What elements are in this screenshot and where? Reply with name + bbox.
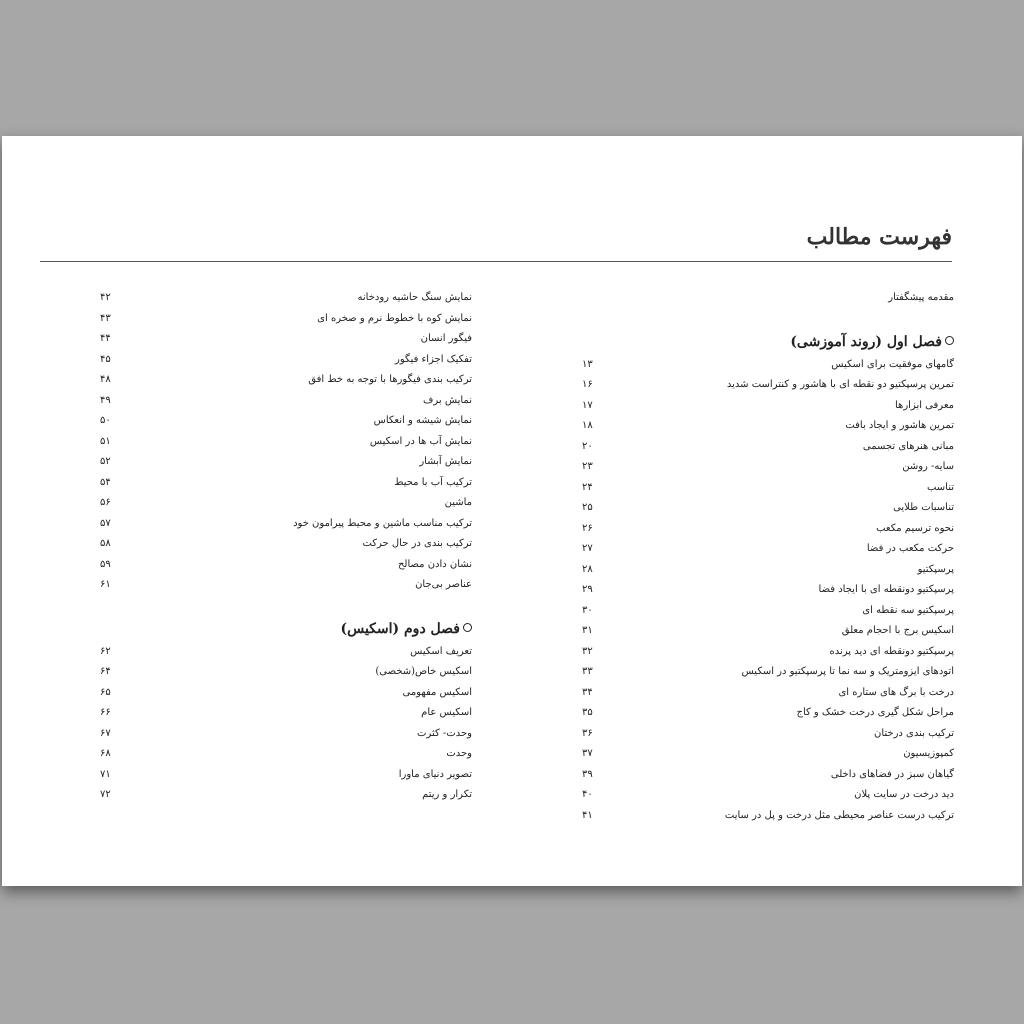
toc-entry (582, 765, 954, 786)
toc-entry-text: نمایش برف (423, 394, 472, 406)
toc-entry-text: ترکیب بندی درختان (873, 727, 954, 739)
toc-entry (582, 703, 954, 724)
toc-entry-page-number: ۶۴ (100, 666, 111, 677)
toc-entry-text: تمرین هاشور و ایجاد بافت (845, 420, 954, 431)
book-page (2, 136, 1022, 886)
toc-entry-page-number: ۱۶ (582, 379, 593, 390)
toc-entry (100, 411, 472, 432)
toc-entry (100, 555, 472, 576)
section-heading-text: فصل اول (روند آموزشی) (790, 333, 942, 350)
toc-entry-text: درخت با برگ های ستاره ای (838, 686, 954, 698)
toc-intro (582, 288, 954, 309)
toc-entry-page-number: ۲۳ (582, 461, 593, 472)
toc-entry-text: اتودهای ایزومتریک و سه نما تا پرسپکتیو در اسکیس (741, 666, 954, 677)
toc-entry-text: ترکیب درست عناصر محیطی مثل درخت و پل در سایت (724, 809, 954, 821)
toc-entry-page-number: ۳۹ (582, 768, 593, 780)
toc-entry-page-number: ۳۷ (582, 748, 593, 759)
toc-entry-text: ترکیب مناسب ماشین و محیط پیرامون خود (293, 517, 472, 529)
toc-entry-text: ترکیب بندی فیگورها با توجه به خط افق (308, 374, 472, 385)
toc-entry-text: اسکیس عام (421, 707, 472, 718)
toc-entry-page-number: ۴۲ (100, 292, 111, 303)
toc-entry (100, 350, 472, 371)
toc-entry (582, 683, 954, 704)
bullet-circle-icon (463, 623, 472, 632)
toc-entry-page-number: ۳۵ (582, 707, 593, 718)
toc-entry-text: تصویر دنیای ماورا (398, 768, 472, 780)
toc-entry (100, 724, 472, 745)
toc-entry-page-number: ۲۵ (582, 502, 593, 513)
toc-entry (100, 473, 472, 494)
toc-entry (582, 662, 954, 683)
toc-entry-page-number: ۶۵ (100, 686, 111, 698)
toc-entry-page-number: ۴۴ (100, 333, 111, 344)
toc-entry-page-number: ۵۸ (100, 538, 111, 549)
toc-entry (582, 806, 954, 827)
toc-entry (100, 642, 472, 663)
toc-entry-text: مبانی هنرهای تجسمی (862, 440, 954, 452)
toc-entry-page-number: ۳۰ (582, 604, 593, 616)
toc-entry-text: تکرار و ریتم (422, 789, 472, 800)
toc-entry-page-number: ۶۱ (100, 579, 111, 590)
toc-entry (100, 329, 472, 350)
toc-entry-text: پرسپکتیو (917, 563, 954, 575)
toc-entry (100, 662, 472, 683)
toc-entry-page-number: ۳۱ (582, 625, 593, 636)
toc-list (100, 642, 472, 806)
toc-entry-text: پرسپکتیو دونقطه ای با ایجاد فضا (818, 584, 954, 595)
toc-entry-text: گامهای موفقیت برای اسکیس (831, 358, 954, 370)
page-title: فهرست مطالب (806, 224, 952, 250)
toc-entry (582, 416, 954, 437)
toc-entry-page-number: ۱۷ (582, 399, 593, 411)
toc-entry-text: معرفی ابزارها (895, 399, 954, 411)
toc-entry (100, 391, 472, 412)
toc-entry-text: تفکیک اجزاء فیگور (395, 353, 472, 365)
toc-entry-page-number: ۶۷ (100, 727, 111, 739)
toc-entry-page-number: ۴۰ (582, 789, 593, 800)
toc-entry-text: نشان دادن مصالح (397, 558, 472, 570)
toc-entry-text: عناصر بی‌جان (415, 579, 472, 590)
toc-entry (582, 375, 954, 396)
toc-entry-text: ترکیب بندی در حال حرکت (362, 538, 472, 549)
toc-entry-text: وحدت (446, 748, 472, 759)
toc-entry-page-number: ۵۱ (100, 435, 111, 447)
toc-list (582, 355, 954, 827)
toc-entry-page-number: ۲۹ (582, 584, 593, 595)
toc-entry-page-number: ۵۲ (100, 456, 111, 467)
toc-left-column (100, 288, 472, 806)
toc-entry (582, 642, 954, 663)
toc-entry (100, 370, 472, 391)
toc-entry-text: پرسپکتیو سه نقطه ای (862, 604, 954, 616)
toc-entry-text: نمایش آب ها در اسکیس (369, 435, 472, 447)
toc-entry (100, 785, 472, 806)
toc-entry-text: اسکیس برج با احجام معلق (841, 625, 954, 636)
section-heading-2 (100, 616, 472, 642)
toc-entry-page-number: ۳۶ (582, 727, 593, 739)
toc-entry-page-number: ۲۶ (582, 522, 593, 534)
toc-entry (582, 724, 954, 745)
title-divider (40, 261, 952, 262)
toc-entry-text: سایه- روشن (902, 461, 954, 472)
toc-right-column (582, 288, 954, 826)
toc-entry-text: ترکیب آب با محیط (394, 476, 472, 488)
toc-entry (582, 355, 954, 376)
toc-entry-page-number: ۳۳ (582, 666, 593, 677)
toc-entry-text: اسکیس مفهومی (402, 686, 472, 698)
toc-entry (582, 396, 954, 417)
toc-entry-page-number: ۲۰ (582, 440, 593, 452)
toc-entry-page-number: ۴۱ (582, 809, 593, 821)
toc-entry-text: نمایش سنگ حاشیه رودخانه (357, 292, 472, 303)
toc-entry-text: دید درخت در سایت پلان (854, 789, 954, 800)
toc-entry-text: اسکیس خاص(شخصی) (375, 666, 472, 677)
toc-entry (100, 432, 472, 453)
toc-entry-page-number: ۴۳ (100, 312, 111, 324)
toc-entry-page-number: ۵۰ (100, 415, 111, 426)
toc-entry-text: مقدمه پیشگفتار (888, 292, 954, 303)
toc-entry-page-number: ۲۸ (582, 563, 593, 575)
toc-entry-text: تناسبات طلایی (893, 502, 954, 513)
toc-entry (100, 703, 472, 724)
toc-entry-text: تناسب (926, 481, 954, 493)
toc-entry-page-number: ۶۶ (100, 707, 111, 718)
toc-entry (100, 452, 472, 473)
toc-entry-page-number: ۱۳ (582, 358, 593, 370)
toc-entry-page-number: ۴۵ (100, 353, 111, 365)
toc-entry-text: تمرین پرسپکتیو دو نقطه ای با هاشور و کنتراست شدید (726, 379, 954, 390)
toc-list (100, 288, 472, 596)
toc-entry-page-number: ۲۴ (582, 481, 593, 493)
toc-entry-page-number: ۲۷ (582, 543, 593, 554)
toc-entry (582, 437, 954, 458)
toc-entry (582, 478, 954, 499)
toc-entry (582, 744, 954, 765)
toc-entry-text: مراحل شکل گیری درخت خشک و کاج (796, 707, 954, 718)
toc-entry-page-number: ۶۸ (100, 748, 111, 759)
toc-entry-text: نمایش آبشار (419, 456, 472, 467)
toc-entry (100, 575, 472, 596)
toc-entry (100, 493, 472, 514)
toc-entry (582, 580, 954, 601)
toc-entry-page-number: ۳۲ (582, 645, 593, 657)
toc-entry (582, 560, 954, 581)
toc-entry-text: نمایش کوه با خطوط نرم و صخره ای (317, 312, 472, 324)
toc-entry (582, 498, 954, 519)
toc-entry-page-number: ۱۸ (582, 420, 593, 431)
toc-entry-text: پرسپکتیو دونقطه ای دید پرنده (829, 645, 954, 657)
toc-entry (100, 288, 472, 309)
toc-entry-page-number: ۴۸ (100, 374, 111, 385)
toc-entry-text: فیگور انسان (420, 333, 472, 344)
bullet-circle-icon (945, 336, 954, 345)
toc-entry-text: حرکت مکعب در فضا (866, 543, 954, 554)
toc-entry-text: گیاهان سبز در فضاهای داخلی (830, 768, 954, 780)
toc-entry-page-number: ۴۹ (100, 394, 111, 406)
toc-entry (100, 309, 472, 330)
toc-entry-text: وحدت- کثرت (417, 727, 472, 739)
toc-entry (582, 785, 954, 806)
toc-entry-text: تعریف اسکیس (410, 645, 472, 657)
toc-entry (100, 514, 472, 535)
toc-entry-text: نمایش شیشه و انعکاس (373, 415, 472, 426)
toc-entry (582, 621, 954, 642)
toc-entry (582, 601, 954, 622)
toc-entry-page-number: ۷۱ (100, 768, 111, 780)
toc-entry-page-number: ۵۷ (100, 517, 111, 529)
section-heading-1 (582, 329, 954, 355)
toc-entry (582, 539, 954, 560)
toc-entry-page-number: ۵۹ (100, 558, 111, 570)
toc-entry-page-number: ۵۴ (100, 476, 111, 488)
toc-entry (100, 683, 472, 704)
toc-entry-page-number: ۵۶ (100, 497, 111, 508)
toc-entry (100, 744, 472, 765)
toc-entry-page-number: ۷۲ (100, 789, 111, 800)
toc-entry-page-number: ۳۴ (582, 686, 593, 698)
toc-entry (100, 534, 472, 555)
toc-entry-text: نحوه ترسیم مکعب (876, 522, 954, 534)
toc-entry-text: ماشین (444, 497, 472, 508)
toc-entry (582, 519, 954, 540)
toc-entry (100, 765, 472, 786)
toc-entry-page-number: ۶۲ (100, 645, 111, 657)
section-heading-text: فصل دوم (اسکیس) (340, 620, 460, 637)
toc-entry-text: کمپوزیسیون (903, 748, 954, 759)
toc-entry (582, 457, 954, 478)
